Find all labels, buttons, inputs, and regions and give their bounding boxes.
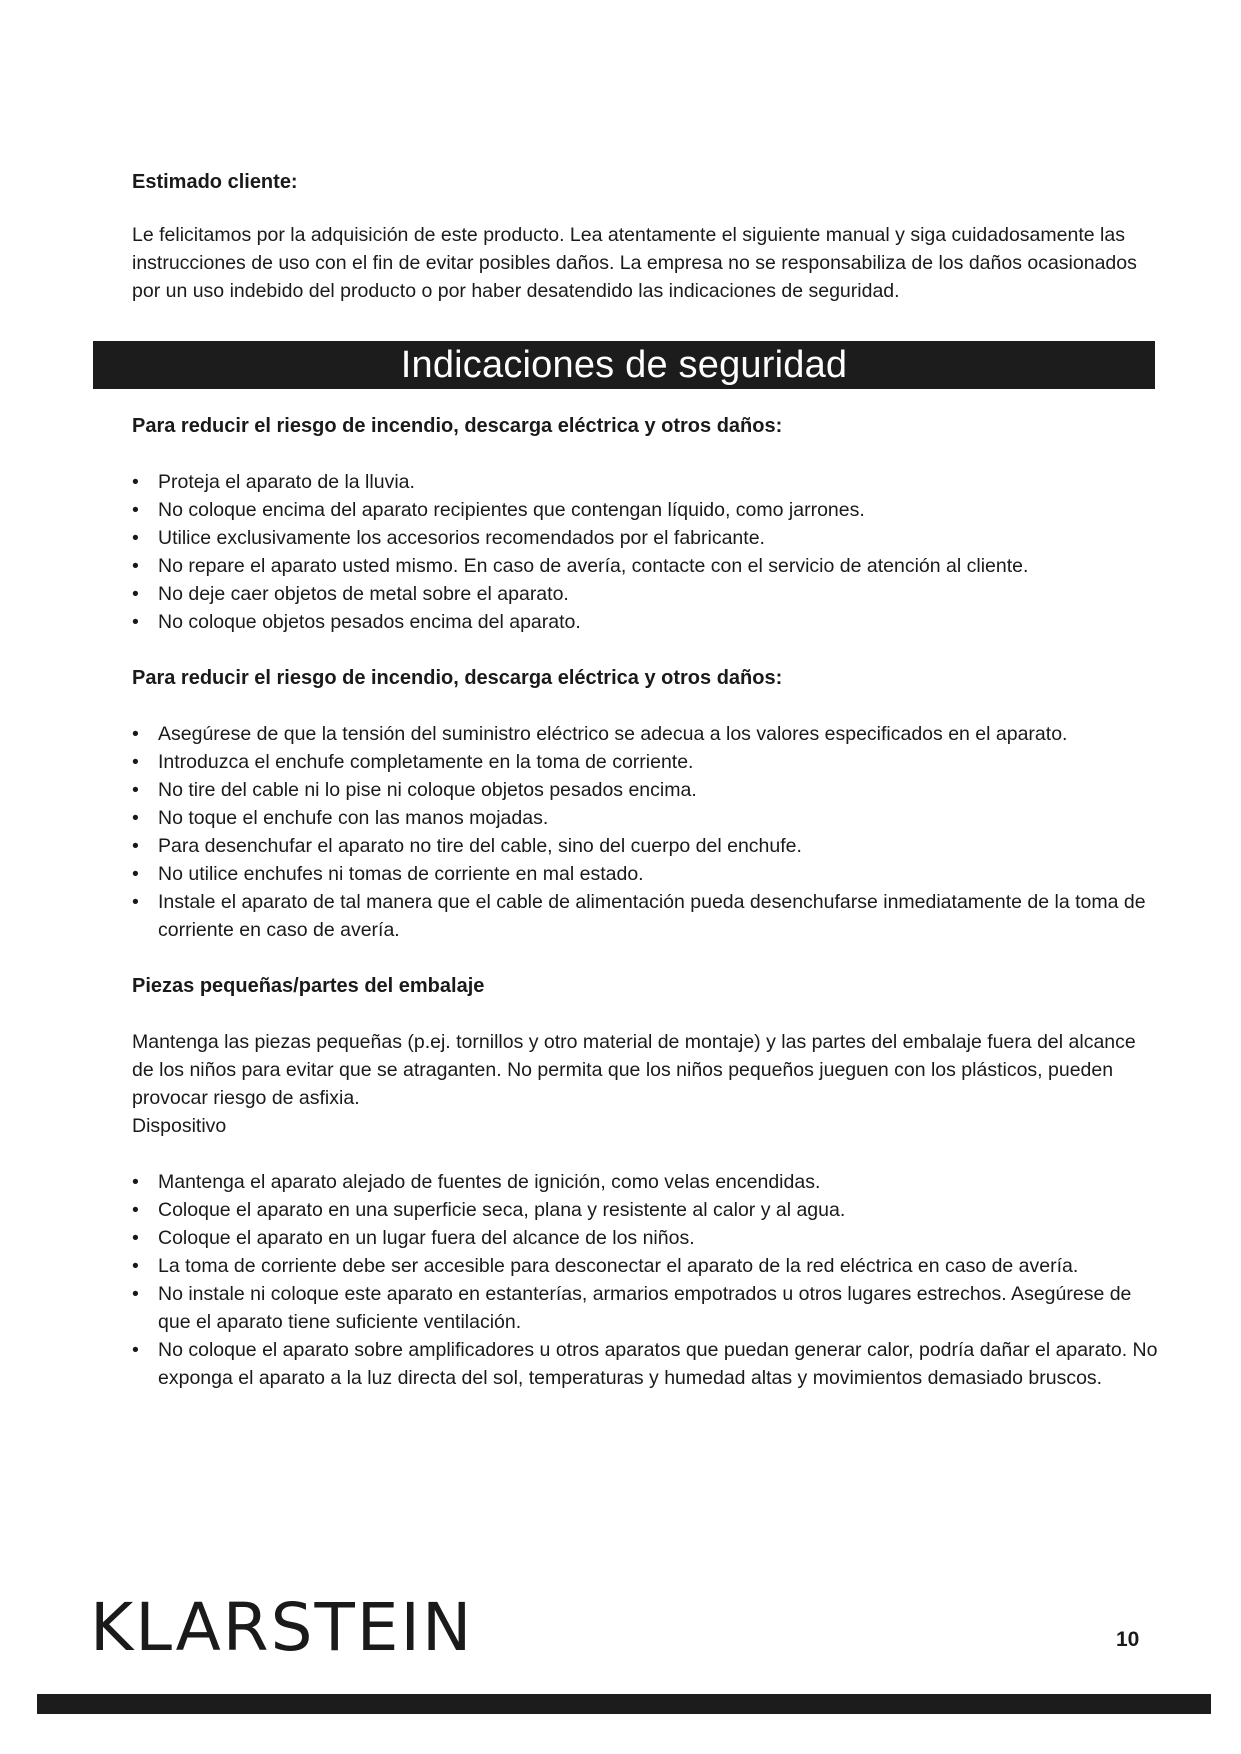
section1-heading: Para reducir el riesgo de incendio, descarga eléctrica y otros daños: <box>132 415 783 437</box>
list-item: • Introduzca el enchufe completamente en la toma de corriente. <box>132 748 1162 776</box>
bullet-icon: • <box>132 611 139 633</box>
bullet-icon: • <box>132 751 139 773</box>
list-item: • No instale ni coloque este aparato en estanterías, armarios empotrados u otros lugares estrechos. Asegúrese de que el aparato tiene suficiente ventilación. <box>132 1280 1162 1336</box>
bullet-icon: • <box>132 1255 139 1277</box>
list-item: • Coloque el aparato en un lugar fuera del alcance de los niños. <box>132 1224 1162 1252</box>
section2-list <box>132 720 1162 944</box>
list-item: • Instale el aparato de tal manera que el cable de alimentación pueda desenchufarse inmediatamente de la toma de corriente en caso de avería. <box>132 888 1162 944</box>
list-item: • Para desenchufar el aparato no tire del cable, sino del cuerpo del enchufe. <box>132 832 1162 860</box>
list-item: • La toma de corriente debe ser accesible para desconectar el aparato de la red eléctrica en caso de avería. <box>132 1252 1162 1280</box>
list-item: • Mantenga el aparato alejado de fuentes de ignición, como velas encendidas. <box>132 1168 1162 1196</box>
bullet-icon: • <box>132 723 139 745</box>
intro-paragraph: Le felicitamos por la adquisición de este producto. Lea atentamente el siguiente manual y siga cuidadosamente las instrucciones de uso con el fin de evitar posibles daños. La empresa no se responsabiliza de los daños ocasionados por un uso indebido del producto o por haber desatendido las indicaciones de seguridad. <box>132 224 1137 302</box>
list-item: • No coloque el aparato sobre amplificadores u otros aparatos que puedan generar calor, podría dañar el aparato. No exponga el aparato a la luz directa del sol, temperaturas y humedad altas y movimientos demasiado bruscos. <box>132 1336 1162 1392</box>
list-item: • No coloque encima del aparato recipientes que contengan líquido, como jarrones. <box>132 496 1162 524</box>
section1-list <box>132 468 1162 636</box>
footer-bar <box>37 1694 1211 1714</box>
section3-paragraph: Mantenga las piezas pequeñas (p.ej. tornillos y otro material de montaje) y las partes del embalaje fuera del alcance de los niños para evitar que se atraganten. No permita que los niños pequeños jueguen con los plásticos, pueden provocar riesgo de asfixia. <box>132 1031 1136 1109</box>
list-item: • Proteja el aparato de la lluvia. <box>132 468 1162 496</box>
bullet-icon: • <box>132 891 139 913</box>
page-number: 10 <box>1116 1628 1140 1651</box>
bullet-icon: • <box>132 779 139 801</box>
bullet-icon: • <box>132 583 139 605</box>
banner-title: Indicaciones de seguridad <box>400 344 848 386</box>
list-item: • No tire del cable ni lo pise ni coloque objetos pesados encima. <box>132 776 1162 804</box>
list-item: • No toque el enchufe con las manos mojadas. <box>132 804 1162 832</box>
bullet-icon: • <box>132 527 139 549</box>
bullet-icon: • <box>132 863 139 885</box>
bullet-icon: • <box>132 1171 139 1193</box>
bullet-icon: • <box>132 471 139 493</box>
section2-heading: Para reducir el riesgo de incendio, descarga eléctrica y otros daños: <box>132 667 783 689</box>
section-banner <box>93 341 1155 389</box>
bullet-icon: • <box>132 807 139 829</box>
section3-subheading: Dispositivo <box>132 1115 227 1137</box>
bullet-icon: • <box>132 835 139 857</box>
bullet-icon: • <box>132 1199 139 1221</box>
section3-list <box>132 1168 1162 1392</box>
intro-section <box>132 168 1158 305</box>
list-item: • Asegúrese de que la tensión del suministro eléctrico se adecua a los valores especificados en el aparato. <box>132 720 1162 748</box>
list-item: • No deje caer objetos de metal sobre el aparato. <box>132 580 1162 608</box>
bullet-icon: • <box>132 555 139 577</box>
bullet-icon: • <box>132 1227 139 1249</box>
brand-logo: KLARSTEIN <box>90 1589 474 1666</box>
list-item: • Coloque el aparato en una superficie seca, plana y resistente al calor y al agua. <box>132 1196 1162 1224</box>
safety-content <box>132 412 1162 1420</box>
list-item: • No utilice enchufes ni tomas de corriente en mal estado. <box>132 860 1162 888</box>
section3-paragraph-block <box>132 1028 1162 1140</box>
list-item: • No repare el aparato usted mismo. En caso de avería, contacte con el servicio de atención al cliente. <box>132 552 1162 580</box>
bullet-icon: • <box>132 499 139 521</box>
bullet-icon: • <box>132 1283 139 1305</box>
section3-heading: Piezas pequeñas/partes del embalaje <box>132 975 485 997</box>
list-item: • No coloque objetos pesados encima del aparato. <box>132 608 1162 636</box>
greeting: Estimado cliente: <box>132 171 298 193</box>
bullet-icon: • <box>132 1339 139 1361</box>
list-item: • Utilice exclusivamente los accesorios recomendados por el fabricante. <box>132 524 1162 552</box>
